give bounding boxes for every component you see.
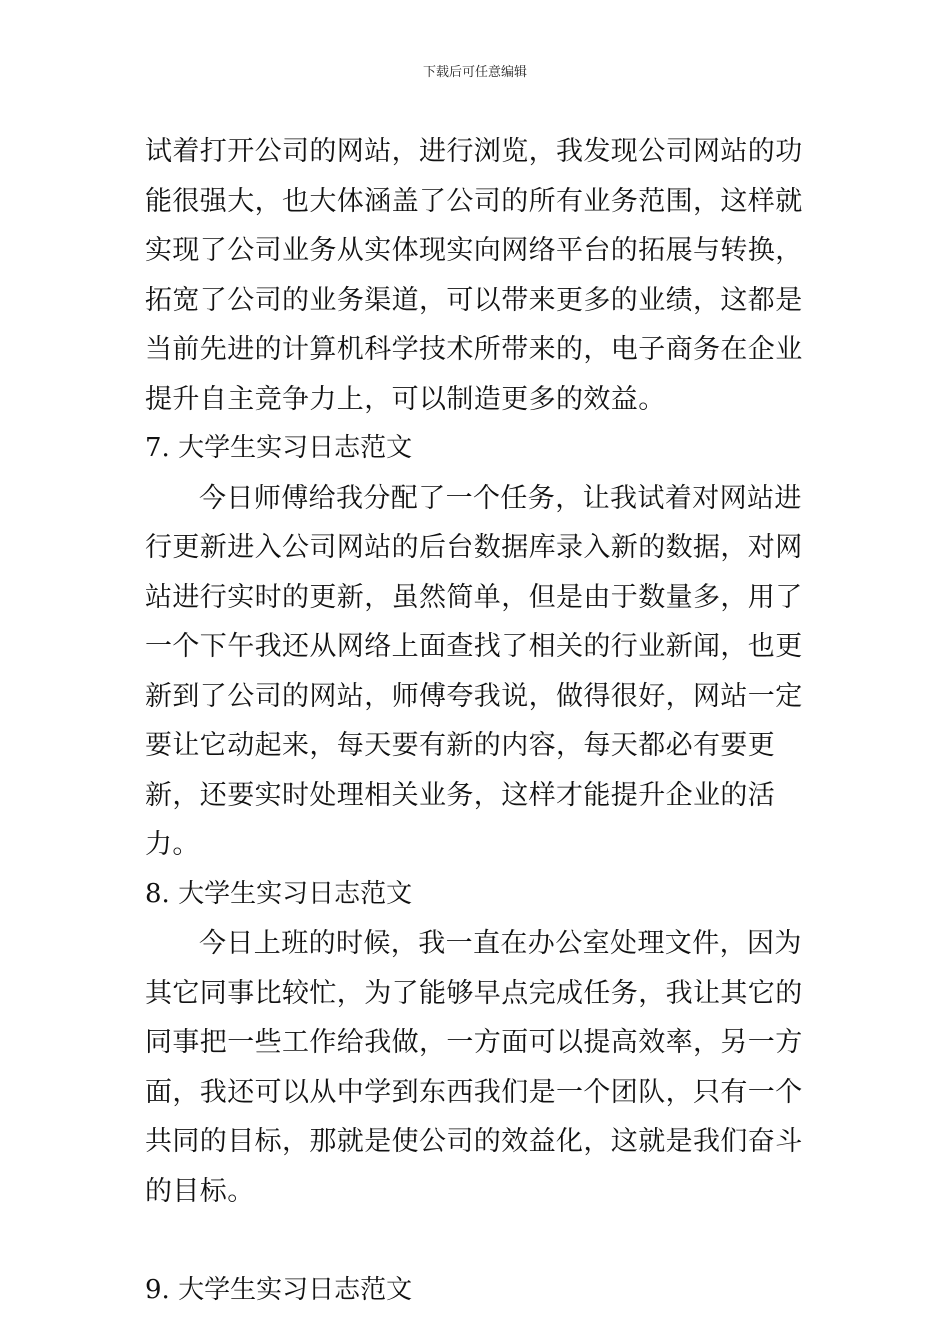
blank-line xyxy=(145,1216,815,1266)
paragraph-section-7: 今日师傅给我分配了一个任务，让我试着对网站进行更新进入公司网站的后台数据库录入新的数据，对网站进行实时的更新，虽然简单，但是由于数量多，用了一个下午我还从网络上面查找了相关的行业新闻，也更新到了公司的网站，师傅夸我说，做得很好，网站一定要让它动起来，每天要有新的内容，每天都必有要更新，还要实时处理相关业务，这样才能提升企业的活力。 xyxy=(145,482,803,860)
section-heading-7: 7. 大学生实习日志范文 xyxy=(145,433,413,463)
paragraph-intro: 试着打开公司的网站，进行浏览，我发现公司网站的功能很强大，也大体涵盖了公司的所有业务范围，这样就实现了公司业务从实体现实向网络平台的拓展与转换，拓宽了公司的业务渠道，可以带来更多的业绩，这都是当前先进的计算机科学技术所带来的，电子商务在企业提升自主竞争力上，可以制造更多的效益。 xyxy=(145,136,803,415)
section-heading-9: 9. 大学生实习日志范文 xyxy=(145,1274,413,1305)
section-heading-8: 8. 大学生实习日志范文 xyxy=(145,878,413,909)
page-header-note: 下载后可任意编辑 xyxy=(422,65,527,80)
paragraph-section-8: 今日上班的时候，我一直在办公室处理文件，因为其它同事比较忙，为了能够早点完成任务，我让其它的同事把一些工作给我做，一方面可以提高效率，另一方面，我还可以从中学到东西我们是一个团队，只有一个共同的目标，那就是使公司的效益化，这就是我们奋斗的目标。 xyxy=(145,928,803,1207)
document-body xyxy=(145,127,815,1315)
